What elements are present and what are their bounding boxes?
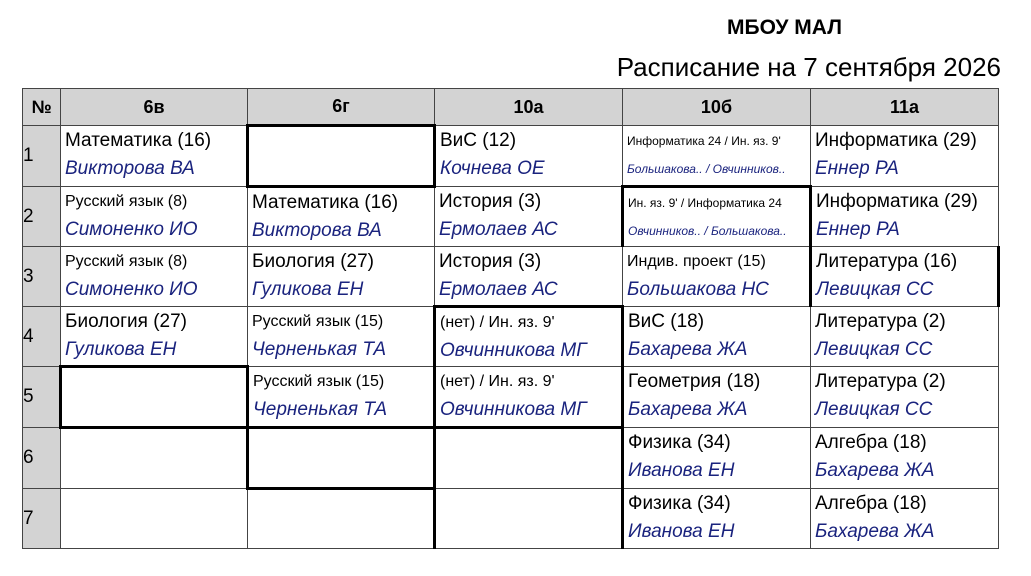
subject-text: Геометрия (18): [628, 371, 761, 392]
lesson-number: 7: [23, 489, 61, 549]
lesson-cell: [811, 307, 999, 367]
teacher-name: Овчинникова МГ: [440, 340, 587, 361]
subject-text: Биология (27): [252, 251, 374, 272]
teacher-name: Кочнева ОЕ: [440, 158, 545, 179]
lesson-cell: [248, 307, 435, 367]
subject-text: Биология (27): [65, 311, 187, 332]
lesson-cell: [61, 307, 248, 367]
lesson-number: 2: [23, 187, 61, 247]
lesson-cell: [61, 367, 248, 428]
teacher-name: Бахарева ЖА: [815, 460, 935, 481]
lesson-cell: [435, 367, 623, 428]
subject-text: Информатика (29): [816, 191, 978, 212]
lesson-cell: [61, 126, 248, 187]
column-header: 11а: [811, 89, 999, 126]
lesson-cell: [248, 489, 435, 549]
subject-text: ВиС (12): [440, 130, 517, 151]
teacher-name: Симоненко ИО: [65, 279, 198, 300]
lesson-cell: [811, 489, 999, 549]
subject-text: Русский язык (8): [65, 193, 188, 210]
column-header: №: [23, 89, 61, 126]
teacher-name: Большакова.. / Овчинников..: [627, 162, 786, 176]
school-name: МБОУ МАЛ: [727, 16, 842, 39]
teacher-name: Левицкая СС: [815, 339, 933, 360]
subject-text: [440, 430, 621, 458]
teacher-name: [253, 458, 433, 486]
lesson-number: 3: [23, 247, 61, 307]
lesson-cell: [435, 428, 623, 489]
lesson-cell: [61, 187, 248, 247]
teacher-name: Викторова ВА: [252, 220, 382, 241]
subject-text: [65, 490, 247, 518]
header-row: [23, 89, 999, 126]
teacher-name: Левицкая СС: [815, 399, 933, 420]
teacher-name: Черненькая ТА: [253, 399, 388, 420]
subject-text: Информатика 24 / Ин. яз. 9': [627, 134, 781, 148]
lesson-cell: [248, 428, 435, 489]
lesson-cell: [811, 126, 999, 187]
column-header: 6в: [61, 89, 248, 126]
subject-text: Математика (16): [252, 192, 399, 213]
teacher-name: Левицкая СС: [816, 279, 934, 300]
lesson-cell: [623, 247, 811, 307]
subject-text: [440, 490, 621, 518]
lesson-cell: [435, 489, 623, 549]
lesson-cell: [248, 247, 435, 307]
table-row: [23, 428, 999, 489]
table-row: [23, 126, 999, 187]
lesson-number: 4: [23, 307, 61, 367]
subject-text: (нет) / Ин. яз. 9': [440, 373, 555, 390]
lesson-cell: [435, 247, 623, 307]
teacher-name: Бахарева ЖА: [628, 339, 748, 360]
table-row: [23, 307, 999, 367]
teacher-name: Овчинникова МГ: [440, 399, 587, 420]
lesson-cell: [623, 367, 811, 428]
subject-text: История (3): [439, 251, 542, 272]
subject-text: (нет) / Ин. яз. 9': [440, 314, 555, 331]
lesson-number: 5: [23, 367, 61, 428]
teacher-name: Бахарева ЖА: [628, 399, 748, 420]
teacher-name: Черненькая ТА: [252, 339, 387, 360]
teacher-name: Гуликова ЕН: [65, 339, 177, 360]
lesson-cell: [623, 307, 811, 367]
subject-text: Литература (2): [815, 371, 946, 392]
teacher-name: Ермолаев АС: [439, 219, 558, 240]
teacher-name: Еннер РА: [816, 219, 900, 240]
lesson-cell: [435, 126, 623, 187]
teacher-name: Гуликова ЕН: [252, 279, 364, 300]
lesson-cell: [811, 428, 999, 489]
lesson-number: 6: [23, 428, 61, 489]
subject-text: Информатика (29): [815, 130, 977, 151]
schedule-table: [22, 88, 1000, 549]
lesson-cell: [435, 187, 623, 247]
teacher-name: Еннер РА: [815, 158, 899, 179]
teacher-name: Ермолаев АС: [439, 279, 558, 300]
column-header: 6г: [248, 89, 435, 126]
subject-text: Алгебра (18): [815, 493, 927, 514]
subject-text: [65, 430, 246, 458]
teacher-name: Бахарева ЖА: [815, 521, 935, 542]
teacher-name: [440, 518, 621, 546]
lesson-cell: [811, 187, 999, 247]
lesson-cell: [811, 367, 999, 428]
lesson-number: 1: [23, 126, 61, 187]
column-header: 10б: [623, 89, 811, 126]
lesson-cell: [61, 247, 248, 307]
subject-text: Физика (34): [628, 493, 731, 514]
lesson-cell: [61, 428, 248, 489]
lesson-cell: [61, 489, 248, 549]
subject-text: ВиС (18): [628, 311, 705, 332]
teacher-name: [66, 397, 246, 425]
subject-text: Ин. яз. 9' / Информатика 24: [628, 196, 782, 210]
lesson-cell: [248, 187, 435, 247]
teacher-name: Овчинников.. / Большакова..: [628, 224, 787, 238]
subject-text: Физика (34): [628, 432, 731, 453]
subject-text: [252, 491, 433, 519]
subject-text: Индив. проект (15): [627, 253, 766, 270]
lesson-cell: [623, 428, 811, 489]
lesson-cell: [248, 126, 435, 187]
subject-text: Математика (16): [65, 130, 212, 151]
lesson-cell: [623, 126, 811, 187]
subject-text: Алгебра (18): [815, 432, 927, 453]
lesson-cell: [811, 247, 999, 307]
subject-text: Русский язык (15): [252, 313, 384, 330]
teacher-name: [253, 156, 433, 184]
subject-text: История (3): [439, 191, 542, 212]
page-title: Расписание на 7 сентября 2026: [616, 52, 1001, 82]
subject-text: Русский язык (8): [65, 253, 188, 270]
table-row: [23, 187, 999, 247]
subject-text: Литература (16): [816, 251, 958, 272]
subject-text: [66, 369, 246, 397]
lesson-cell: [623, 187, 811, 247]
lesson-cell: [248, 367, 435, 428]
teacher-name: [252, 519, 433, 547]
teacher-name: [65, 518, 247, 546]
table-row: [23, 367, 999, 428]
teacher-name: [440, 458, 621, 486]
teacher-name: Викторова ВА: [65, 158, 195, 179]
teacher-name: Симоненко ИО: [65, 219, 198, 240]
lesson-cell: [623, 489, 811, 549]
subject-text: Литература (2): [815, 311, 946, 332]
teacher-name: Иванова ЕН: [628, 521, 735, 542]
column-header: 10а: [435, 89, 623, 126]
subject-text: Русский язык (15): [253, 373, 385, 390]
subject-text: [253, 128, 433, 156]
teacher-name: [65, 458, 246, 486]
table-row: [23, 489, 999, 549]
table-row: [23, 247, 999, 307]
teacher-name: Большакова НС: [627, 279, 769, 300]
subject-text: [253, 430, 433, 458]
teacher-name: Иванова ЕН: [628, 460, 735, 481]
lesson-cell: [435, 307, 623, 367]
